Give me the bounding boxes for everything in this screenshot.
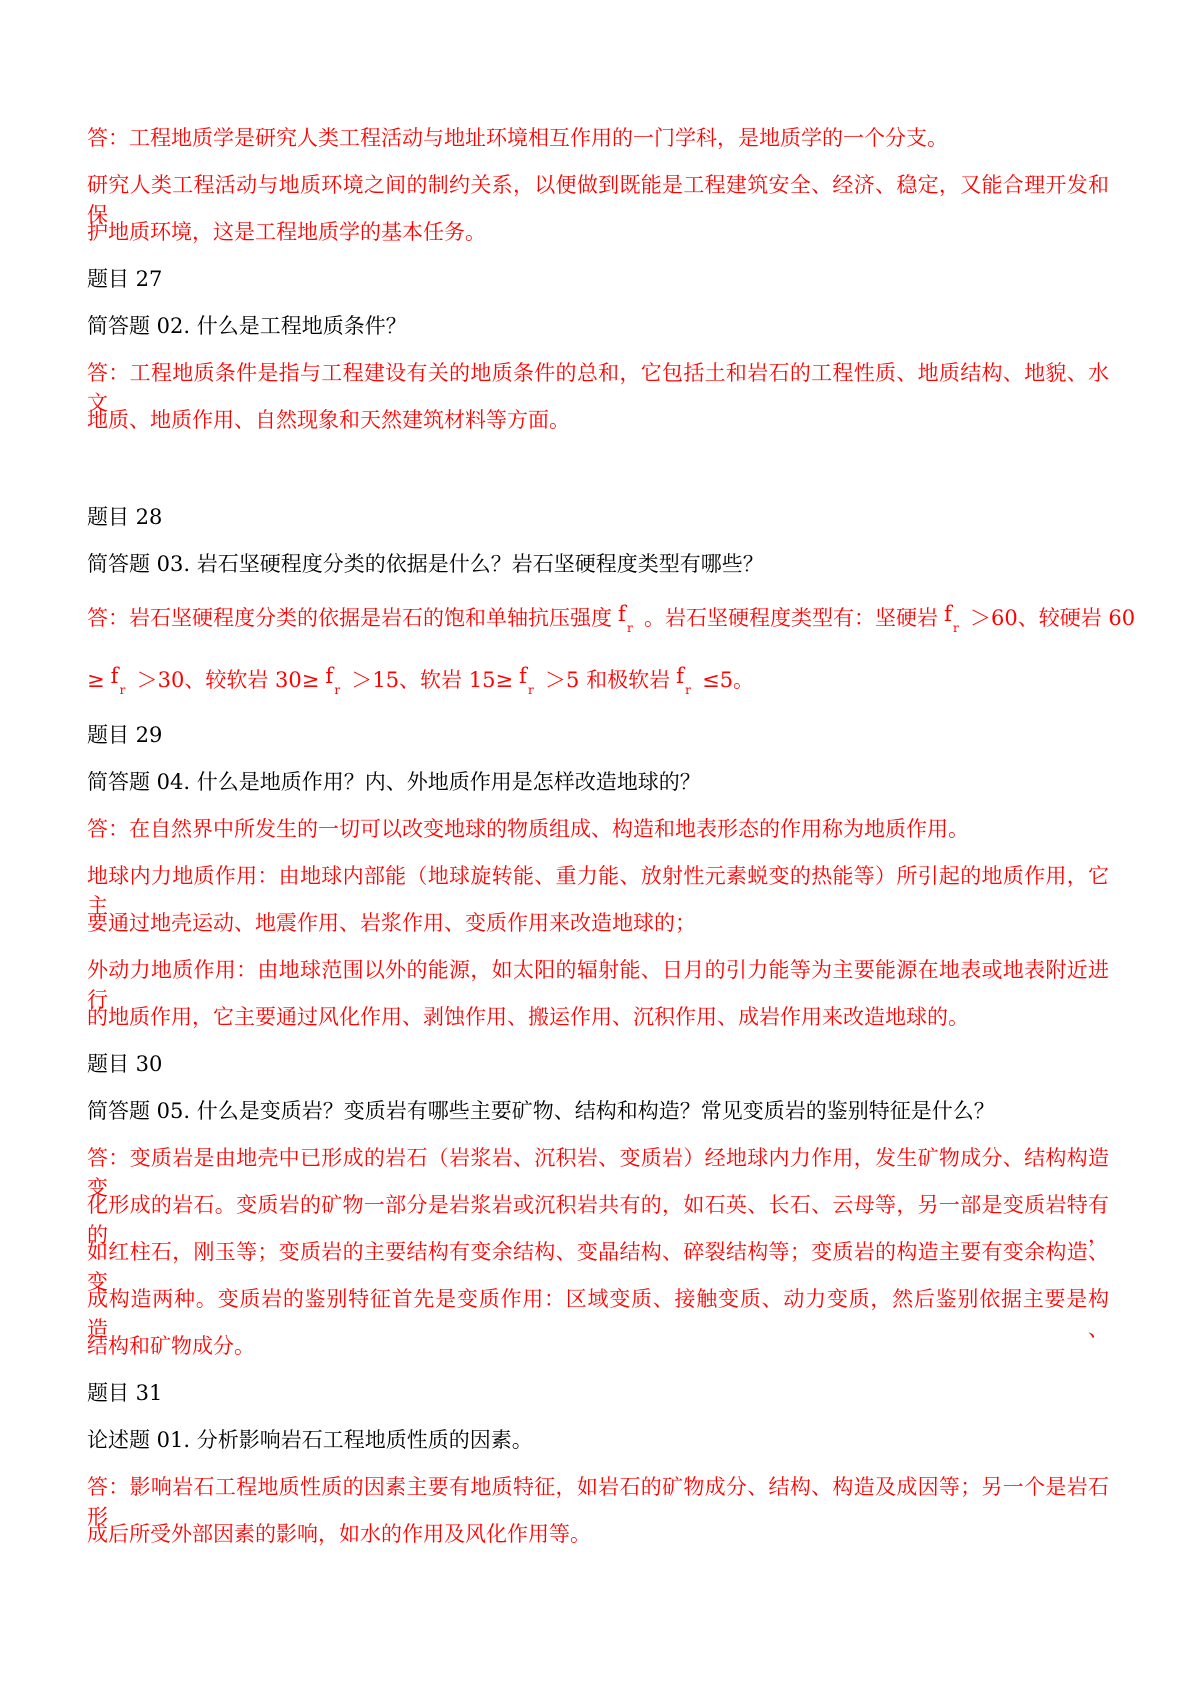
question-31-text: 论述题 01. 分析影响岩石工程地质性质的因素。 xyxy=(87,1428,533,1452)
answer-30-line-2: 化形成的岩石。变质岩的矿物一部分是岩浆岩或沉积岩共有的，如石英、长石、云母等，另一部是变质岩特有的， xyxy=(87,1193,1109,1247)
answer-28-text-b: 。岩石坚硬程度类型有：坚硬岩 xyxy=(644,606,938,630)
answer-28-line-1 xyxy=(87,603,1135,633)
answer-28-text-g: ＞5 和极软岩 xyxy=(545,668,671,692)
answer-29-line-1: 答：在自然界中所发生的一切可以改变地球的物质组成、构造和地表形态的作用称为地质作用。 xyxy=(87,817,969,841)
answer-28-text-d: ≥ xyxy=(87,668,105,692)
answer-28-text-h: ≤5。 xyxy=(702,668,755,692)
answer-29-line-5: 的地质作用，它主要通过风化作用、剥蚀作用、搬运作用、沉积作用、成岩作用来改造地球的。 xyxy=(87,1005,969,1029)
answer-28-text-c: ＞60、较硬岩 60 xyxy=(970,606,1136,630)
fr-symbol: f r xyxy=(325,664,341,697)
question-27-title: 题目 27 xyxy=(87,267,163,291)
answer-30-line-3: 如红柱石，刚玉等；变质岩的主要结构有变余结构、变晶结构、碎裂结构等；变质岩的构造主要有变余构造、变 xyxy=(87,1240,1109,1294)
question-27-text: 简答题 02. 什么是工程地质条件？ xyxy=(87,314,407,338)
question-29-title: 题目 29 xyxy=(87,723,163,747)
answer-29-line-3: 要通过地壳运动、地震作用、岩浆作用、变质作用来改造地球的； xyxy=(87,911,696,935)
fr-symbol: f r xyxy=(944,602,959,635)
fr-symbol: f r xyxy=(618,602,633,635)
fr-symbol: f r xyxy=(110,664,126,697)
answer-31-line-1: 答：影响岩石工程地质性质的因素主要有地质特征，如岩石的矿物成分、结构、构造及成因等；另一个是岩石形 xyxy=(87,1475,1109,1529)
question-30-text: 简答题 05. 什么是变质岩？变质岩有哪些主要矿物、结构和构造？常见变质岩的鉴别特征是什么？ xyxy=(87,1099,995,1123)
answer-28-line-2 xyxy=(87,665,754,695)
answer-28-text-a: 答：岩石坚硬程度分类的依据是岩石的饱和单轴抗压强度 xyxy=(87,606,612,630)
question-28-title: 题目 28 xyxy=(87,505,163,529)
answer-30-line-5: 结构和矿物成分。 xyxy=(87,1334,255,1358)
answer-30-line-4: 成构造两种。变质岩的鉴别特征首先是变质作用：区域变质、接触变质、动力变质，然后鉴别依据主要是构造、 xyxy=(87,1287,1109,1341)
question-29-text: 简答题 04. 什么是地质作用？内、外地质作用是怎样改造地球的？ xyxy=(87,770,701,794)
fr-symbol: f r xyxy=(519,664,534,697)
answer-26-line-1: 答：工程地质学是研究人类工程活动与地址环境相互作用的一门学科，是地质学的一个分支。 xyxy=(87,126,948,150)
answer-26-line-2: 研究人类工程活动与地质环境之间的制约关系，以便做到既能是工程建筑安全、经济、稳定，又能合理开发和保 xyxy=(87,173,1109,227)
fr-symbol: f r xyxy=(676,664,691,697)
answer-28-text-f: ＞15、软岩 15≥ xyxy=(351,668,514,692)
answer-30-line-1: 答：变质岩是由地壳中已形成的岩石（岩浆岩、沉积岩、变质岩）经地球内力作用，发生矿物成分、结构构造变 xyxy=(87,1146,1109,1200)
question-30-title: 题目 30 xyxy=(87,1052,163,1076)
answer-27-line-2: 地质、地质作用、自然现象和天然建筑材料等方面。 xyxy=(87,408,570,432)
answer-29-line-2: 地球内力地质作用：由地球内部能（地球旋转能、重力能、放射性元素蜕变的热能等）所引起的地质作用，它主 xyxy=(87,864,1109,918)
answer-29-line-4: 外动力地质作用：由地球范围以外的能源，如太阳的辐射能、日月的引力能等为主要能源在地表或地表附近进行 xyxy=(87,958,1109,1012)
question-31-title: 题目 31 xyxy=(87,1381,163,1405)
answer-26-line-3: 护地质环境，这是工程地质学的基本任务。 xyxy=(87,220,486,244)
answer-28-text-e: ＞30、较软岩 30≥ xyxy=(136,668,320,692)
answer-31-line-2: 成后所受外部因素的影响，如水的作用及风化作用等。 xyxy=(87,1522,591,1546)
answer-27-line-1: 答：工程地质条件是指与工程建设有关的地质条件的总和，它包括土和岩石的工程性质、地质结构、地貌、水文 xyxy=(87,361,1109,415)
question-28-text: 简答题 03. 岩石坚硬程度分类的依据是什么？岩石坚硬程度类型有哪些？ xyxy=(87,552,764,576)
